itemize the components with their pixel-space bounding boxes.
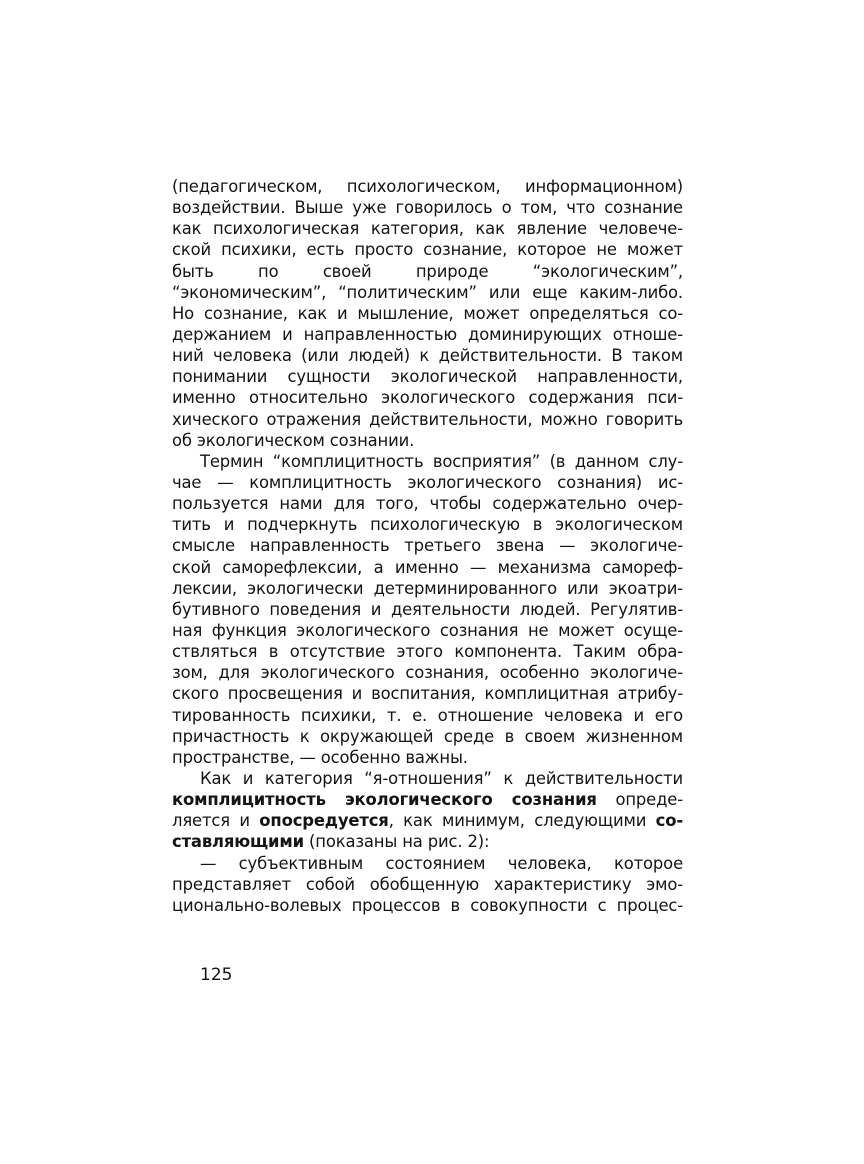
text-line: ствляться в отсутствие этого компонента. Таким обра- <box>172 642 683 662</box>
text-line: об экологическом сознании. <box>172 430 415 450</box>
text-line: пространстве, — особенно важны. <box>172 747 468 767</box>
bold-term: со- <box>655 811 684 831</box>
paragraph-4 <box>172 853 683 916</box>
text-line: ской психики, есть просто сознание, которое не может <box>172 240 683 260</box>
paragraph-2 <box>172 451 683 768</box>
text-fragment: , как минимум, следующими <box>388 811 656 831</box>
text-line: лексии, экологически детерминированного или экоатри- <box>172 578 683 598</box>
bold-term: ставляющими <box>172 832 304 852</box>
text-line: Термин “комплицитность восприятия” (в данном слу- <box>200 451 683 471</box>
text-line: (педагогическом, психологическом, информационном) <box>172 177 683 196</box>
text-fragment: опреде- <box>596 790 683 810</box>
text-line: пользуется нами для того, чтобы содержательно очер- <box>172 494 683 514</box>
text-line: представляет собой обобщенную характеристику эмо- <box>172 874 683 894</box>
text-line <box>172 789 683 810</box>
page-number: 125 <box>200 965 233 985</box>
text-line: причастность к окружающей среде в своем жизненном <box>172 726 683 746</box>
text-line <box>172 831 683 852</box>
text-fragment: ляется и <box>172 811 260 831</box>
paragraph-1 <box>172 176 683 451</box>
text-line: держанием и направленностью доминирующих отноше- <box>172 324 683 344</box>
text-line: быть по своей природе “экологическим”, <box>172 261 683 281</box>
text-line: чае — комплицитность экологического сознания) ис- <box>172 472 683 492</box>
text-line: — субъективным состоянием человека, которое <box>200 853 683 873</box>
text-fragment: (показаны на рис. 2): <box>303 832 490 852</box>
text-line: Но сознание, как и мышление, может определяться со- <box>172 303 683 323</box>
text-line: “экономическим”, “политическим” или еще каким-либо. <box>172 282 683 302</box>
page-text-block <box>172 176 683 916</box>
text-line: ний человека (или людей) к действительности. В таком <box>172 346 683 366</box>
text-line: ная функция экологического сознания не может осуще- <box>172 620 683 640</box>
paragraph-3 <box>172 768 683 853</box>
text-line: ского просвещения и воспитания, комплицитная атрибу- <box>172 684 683 704</box>
bold-term: комплицитность экологического сознания <box>172 790 597 810</box>
text-line: ционально-волевых процессов в совокупности с процес- <box>172 895 683 915</box>
text-line: бутивного поведения и деятельности людей. Регулятив- <box>172 599 683 619</box>
text-line: хического отражения действительности, можно говорить <box>172 409 683 429</box>
text-line: Как и категория “я-отношения” к действительности <box>200 768 683 788</box>
text-line: тить и подчеркнуть психологическую в экологическом <box>172 515 683 535</box>
text-line: именно относительно экологического содержания пси- <box>172 388 683 408</box>
text-line <box>172 810 683 831</box>
text-line: понимании сущности экологической направленности, <box>172 367 683 387</box>
text-line: воздействии. Выше уже говорилось о том, что сознание <box>172 198 683 218</box>
text-line: как психологическая категория, как явление человече- <box>172 219 683 239</box>
text-line: зом, для экологического сознания, особенно экологиче- <box>172 663 683 683</box>
bold-term: опосредуется <box>259 811 389 831</box>
text-line: тированность психики, т. е. отношение человека и его <box>172 705 683 725</box>
text-line: ской саморефлексии, а именно — механизма самореф- <box>172 557 683 577</box>
text-line: смысле направленность третьего звена — экологиче- <box>172 536 683 556</box>
